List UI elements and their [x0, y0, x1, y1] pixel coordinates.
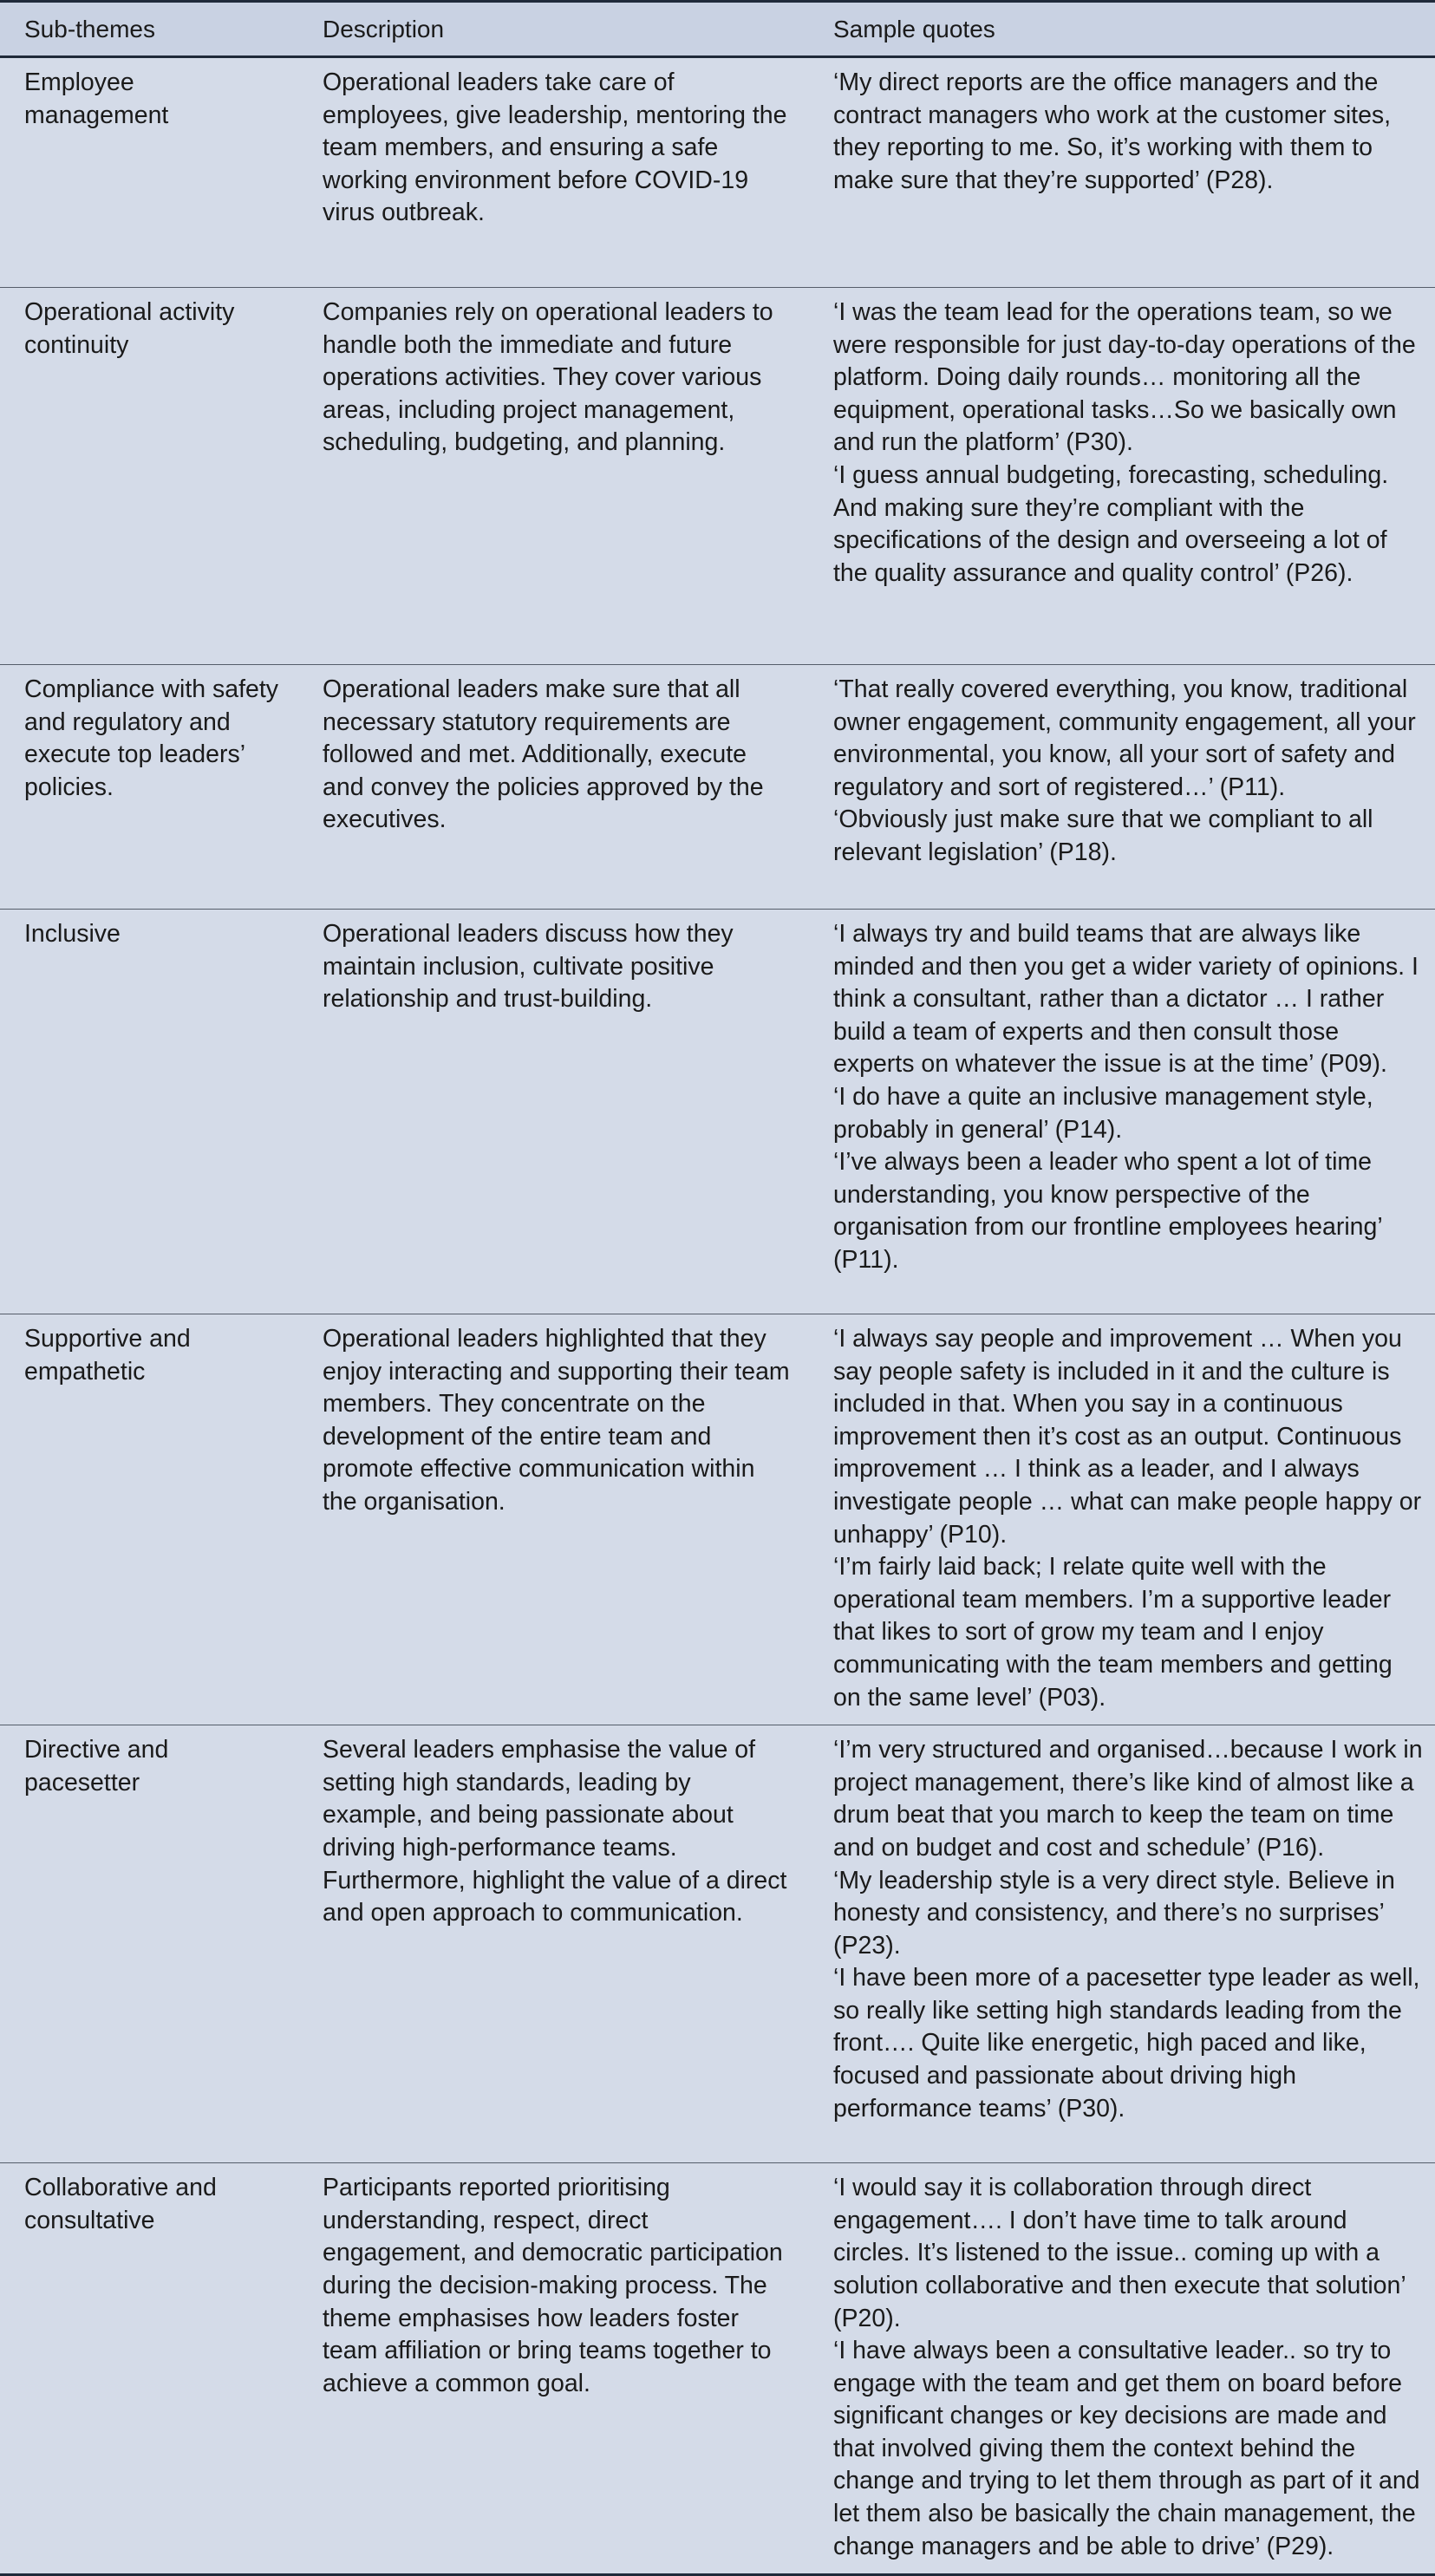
quote: ‘I’ve always been a leader who spent a lot of time understanding, you know perspective of the organisation from our frontline employees hearing’ (P11).: [833, 1148, 1382, 1274]
quote: ‘I always say people and improvement … When you say people safety is included in it and the culture is included in that. When you say in a continuous improvement then it’s cost as an output. Continuous improvement … I think as a leader, and I always investigate people … what can make people happy or unhappy’ (P10).: [833, 1325, 1422, 1549]
table-body: [0, 57, 1435, 2575]
quote: ‘I’m fairly laid back; I relate quite well with the operational team members. I’m a supportive leader that likes to sort of grow my team and I enjoy communicating with the team members and getting on the same level’ (P03).: [833, 1553, 1393, 1712]
table-row: [0, 910, 1435, 1314]
quotes-cell: [807, 1314, 1435, 1725]
description-cell: Companies rely on operational leaders to handle both the immediate and future operations activities. They cover various areas, including project management, scheduling, budgeting, and planning.: [297, 288, 807, 665]
header-row: [0, 2, 1435, 57]
quote: ‘My direct reports are the office managers and the contract managers who work at the customer sites, they reporting to me. So, it’s working with them to make sure that they’re supported’ (P28).: [833, 68, 1392, 194]
table-row: [0, 57, 1435, 288]
header-subthemes: Sub-themes: [0, 2, 297, 57]
description-cell: Participants reported prioritising understanding, respect, direct engagement, and democratic participation during the decision-making process. The theme emphasises how leaders foster team affiliation or bring teams together to achieve a common goal.: [297, 2163, 807, 2575]
table-row: [0, 288, 1435, 665]
quote: ‘I guess annual budgeting, forecasting, scheduling. And making sure they’re compliant with the specifications of the design and overseeing a lot of the quality assurance and quality control’ (P26).: [833, 460, 1389, 587]
table-row: [0, 2163, 1435, 2575]
quote: ‘I have been more of a pacesetter type leader as well, so really like setting high standards leading from the front…. Quite like energetic, high paced and like, focused and passionate about driving high performance teams’ (P30).: [833, 1964, 1420, 2123]
description-cell: Operational leaders take care of employees, give leadership, mentoring the team members, and ensuring a safe working environment before COVID-19 virus outbreak.: [297, 57, 807, 288]
subtheme-cell: Directive and pacesetter: [0, 1725, 297, 2163]
quotes-cell: [807, 665, 1435, 910]
subtheme-cell: Collaborative and consultative: [0, 2163, 297, 2575]
header-description: Description: [297, 2, 807, 57]
quotes-cell: [807, 57, 1435, 288]
header-sample-quotes: Sample quotes: [807, 2, 1435, 57]
table-row: [0, 1314, 1435, 1725]
quotes-cell: [807, 2163, 1435, 2575]
quote: ‘I have always been a consultative leader.. so try to engage with the team and get them on board before significant changes or key decisions are made and that involved giving them the context behind the change and trying to let them through as part of it and let them also be basically the chain management, the change managers and be able to drive’ (P29).: [833, 2337, 1420, 2560]
description-cell: Operational leaders discuss how they maintain inclusion, cultivate positive relationship and trust-building.: [297, 910, 807, 1314]
description-cell: Operational leaders highlighted that they enjoy interacting and supporting their team members. They concentrate on the development of the entire team and promote effective communication within the organisation.: [297, 1314, 807, 1725]
description-cell: Operational leaders make sure that all necessary statutory requirements are followed and met. Additionally, execute and convey the policies approved by the executives.: [297, 665, 807, 910]
table-row: [0, 665, 1435, 910]
table-header: [0, 2, 1435, 57]
quote: ‘I was the team lead for the operations team, so we were responsible for just day-to-day operations of the platform. Doing daily rounds… monitoring all the equipment, operational tasks…So we basically own and run the platform’ (P30).: [833, 298, 1416, 457]
quote: ‘My leadership style is a very direct style. Believe in honesty and consistency, and there’s no surprises’ (P23).: [833, 1866, 1395, 1960]
quote: ‘That really covered everything, you know, traditional owner engagement, community engagement, all your environmental, you know, all your sort of safety and regulatory and sort of registered…’ (P11).: [833, 675, 1416, 801]
quotes-cell: [807, 288, 1435, 665]
subtheme-cell: Employee management: [0, 57, 297, 288]
quote: ‘I do have a quite an inclusive management style, probably in general’ (P14).: [833, 1082, 1373, 1144]
quote: ‘I always try and build teams that are always like minded and then you get a wider variety of opinions. I think a consultant, rather than a dictator … I rather build a team of experts and then consult those experts on whatever the issue is at the time’ (P09).: [833, 920, 1419, 1079]
quote: ‘I’m very structured and organised…because I work in project management, there’s like kind of almost like a drum beat that you march to keep the team on time and on budget and cost and schedule’ (P16).: [833, 1736, 1423, 1862]
quote: ‘I would say it is collaboration through direct engagement…. I don’t have time to talk around circles. It’s listened to the issue.. coming up with a solution collaborative and then execute that solution’ (P20).: [833, 2174, 1406, 2332]
quote: ‘Obviously just make sure that we compliant to all relevant legislation’ (P18).: [833, 805, 1373, 866]
quotes-cell: [807, 1725, 1435, 2163]
quotes-cell: [807, 910, 1435, 1314]
subtheme-cell: Inclusive: [0, 910, 297, 1314]
subtheme-cell: Compliance with safety and regulatory and execute top leaders’ policies.: [0, 665, 297, 910]
description-cell: Several leaders emphasise the value of setting high standards, leading by example, and being passionate about driving high-performance teams. Furthermore, highlight the value of a direct and open approach to communication.: [297, 1725, 807, 2163]
table-row: [0, 1725, 1435, 2163]
subtheme-cell: Supportive and empathetic: [0, 1314, 297, 1725]
subtheme-cell: Operational activity continuity: [0, 288, 297, 665]
